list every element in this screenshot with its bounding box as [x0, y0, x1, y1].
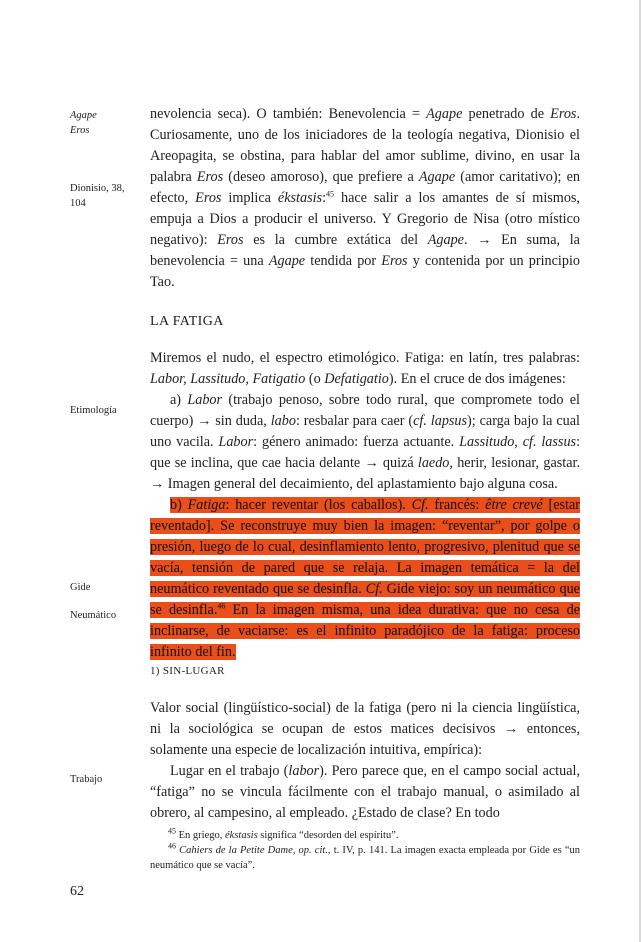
- footnote-ref-46: 46: [217, 601, 226, 611]
- page-number: 62: [70, 884, 84, 899]
- subsection-heading: 1) SIN-LUGAR: [150, 665, 225, 677]
- section-heading: LA FATIGA: [150, 314, 224, 329]
- margin-note-neumatico: Neumático: [70, 610, 117, 621]
- section-fatiga-body: [150, 348, 580, 663]
- paragraph-etimologia-intro: Miremos el nudo, el espectro etimológico. Fatiga: en latín, tres palabras: Labor, Lassitudo, Fatigatio (o Defatigatio). En el cruce de dos imágenes:: [150, 350, 580, 387]
- paragraph-trabajo: Lugar en el trabajo (labor). Pero parece que, en el campo social actual, “fatiga” no se vincula fácilmente con el trabajo manual, o asimilado al obrero, al campesino, al empleado. ¿Estado de clase? En todo: [150, 763, 580, 821]
- margin-note-gide: Gide: [70, 582, 91, 593]
- footnote-46: $^{46}$ Cahiers de la Petite Dame, op. cit., t. IV, p. 141. La imagen exacta empleada por Gide es “un neumático que se vacía”.: [150, 841, 580, 871]
- paragraph-benevolencia: nevolencia seca). O también: Benevolencia = Agape penetrado de Eros. Curiosamente, uno de los iniciadores de la teología negativa, Dionisio el Areopagita, se obstina, para hablar del amor sublime, divino, en usar la palabra Eros (deseo amoroso), que prefiere a Agape (amor caritativo); en efecto, Eros implica ékstasis:$^{45}$ hace salir a los amantes de sí mismos, empuja a Dios a producir el universo. Y Gregorio de Nisa (otro místico negativo): Eros es la cumbre extática del Agape. → En suma, la benevolencia = una Agape tendida por Eros y contenida por un principio Tao.: [150, 106, 580, 290]
- paragraph-fatiga-highlighted: [150, 495, 580, 663]
- margin-note-eros: Eros: [70, 125, 90, 136]
- section-sin-lugar-body: [150, 698, 580, 824]
- footnote-45: $^{45}$ En griego, ékstasis significa “desorden del espíritu”.: [168, 826, 399, 841]
- footnote-ref-45: 45: [326, 189, 335, 199]
- margin-note-agape: Agape: [70, 110, 97, 121]
- margin-note-dionisio-page: 104: [70, 198, 86, 209]
- margin-note-dionisio: Dionisio, 38,: [70, 183, 125, 194]
- margin-note-trabajo: Trabajo: [70, 774, 103, 785]
- paragraph-valor-social: Valor social (lingüístico-social) de la fatiga (pero ni la ciencia lingüística, ni la sociológica se ocupan de estos matices decisivos → entonces, solamente una especie de localización intuitiva, empírica):: [150, 700, 580, 758]
- highlighted-passage: b) Fatiga: hacer reventar (los caballos). Cf. francés: être crevé [estar reventado]. Se reconstruye muy bien la imagen: “reventar”, por golpe o presión, luego de lo cual, desinflamiento lento, progresivo, plenitud que se vacía, tensión de pared que se relaja. La imagen temática = la del neumático reventado que se desinfla. Cf. Gide viejo: soy un neumático que se desinfla.$^{46}$ En la imagen misma, una idea durativa: que no cesa de inclinarse, de vaciarse: es el infinito paradójico de la fatiga: proceso infinito del fin.: [150, 497, 581, 660]
- footnotes: [150, 828, 580, 873]
- paragraph-labor: a) Labor (trabajo penoso, sobre todo rural, que compromete todo el cuerpo) → sin duda, labo: resbalar para caer (cf. lapsus); carga bajo la cual uno vacila. Labor: género animado: fuerza actuante. Lassitudo, cf. lassus: que se inclina, que cae hacia delante → quizá laedo, herir, lesionar, gastar. → Imagen general del decaimiento, del aplastamiento bajo alguna cosa.: [150, 392, 581, 492]
- margin-note-etimologia: Etimología: [70, 405, 117, 416]
